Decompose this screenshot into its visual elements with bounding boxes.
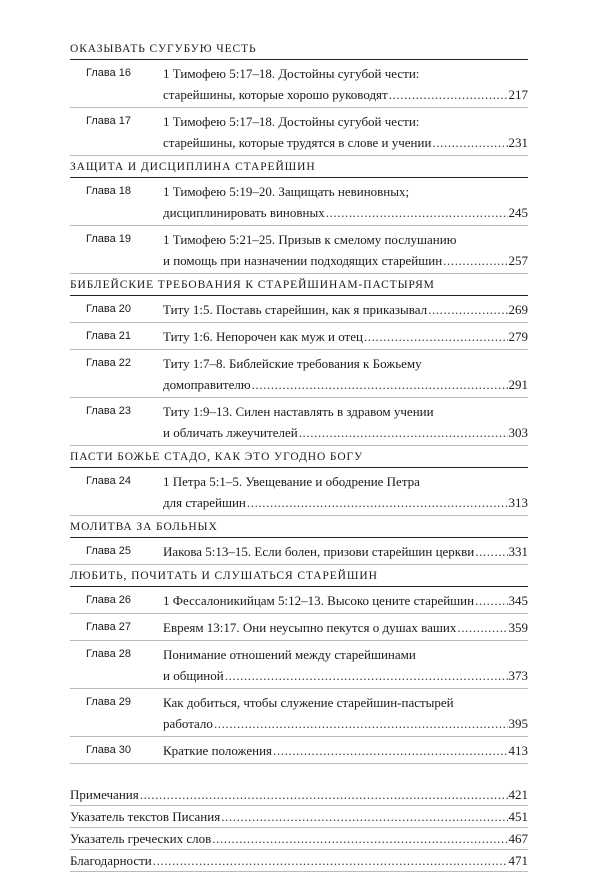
chapter-title: Титу 1:7–8. Библейские требования к Божьему	[163, 356, 422, 371]
chapter-title: старейшины, которые трудятся в слове и учении	[163, 135, 432, 150]
chapter-entry	[70, 350, 528, 398]
page-number: 231	[508, 135, 528, 150]
chapter-label: Глава 25	[86, 545, 132, 557]
chapter-entry	[70, 296, 528, 323]
dot-leader	[443, 250, 507, 271]
dot-leader	[299, 422, 508, 443]
chapter-title: 1 Петра 5:1–5. Увещевание и ободрение Петра	[163, 474, 420, 489]
chapter-line	[163, 492, 528, 513]
dot-leader	[364, 326, 508, 347]
chapter-line	[163, 422, 528, 443]
chapter-line	[163, 541, 528, 562]
chapter-body	[163, 63, 528, 105]
chapter-title: Иакова 5:13–15. Если болен, призови старейшин церкви	[163, 544, 475, 559]
section-heading: ЛЮБИТЬ, ПОЧИТАТЬ И СЛУШАТЬСЯ СТАРЕЙШИН	[70, 567, 528, 587]
chapter-title: Титу 1:9–13. Силен наставлять в здравом учении	[163, 404, 434, 419]
chapter-body	[163, 229, 528, 271]
page-number: 257	[508, 253, 528, 268]
chapter-body	[163, 590, 528, 611]
chapter-line	[163, 590, 528, 611]
chapter-title: Титу 1:5. Поставь старейшин, как я приказывал	[163, 302, 428, 317]
chapter-label: Глава 19	[86, 233, 132, 245]
chapter-label: Глава 28	[86, 648, 132, 660]
chapter-line	[163, 299, 528, 320]
page-number: 373	[508, 668, 528, 683]
page-number: 269	[508, 302, 528, 317]
chapter-entry	[70, 538, 528, 565]
dot-leader	[221, 806, 507, 827]
chapter-entry	[70, 226, 528, 274]
page-number: 421	[508, 787, 528, 802]
dot-leader	[140, 784, 508, 805]
back-matter-line	[70, 806, 528, 827]
chapter-body	[163, 692, 528, 734]
chapter-body	[163, 541, 528, 562]
chapter-entry	[70, 108, 528, 156]
chapter-label: Глава 27	[86, 621, 132, 633]
chapter-body	[163, 326, 528, 347]
chapter-entry	[70, 323, 528, 350]
back-matter-line	[70, 828, 528, 849]
chapter-title: 1 Тимофею 5:17–18. Достойны сугубой чести:	[163, 114, 420, 129]
chapter-title: Титу 1:6. Непорочен как муж и отец	[163, 329, 363, 344]
page-number: 413	[508, 743, 528, 758]
toc-sections	[70, 40, 528, 764]
chapter-title: 1 Тимофею 5:21–25. Призыв к смелому послушанию	[163, 232, 457, 247]
dot-leader	[475, 541, 507, 562]
chapter-body	[163, 181, 528, 223]
chapter-body	[163, 401, 528, 443]
chapter-body	[163, 471, 528, 513]
chapter-label: Глава 16	[86, 67, 132, 79]
chapter-label: Глава 30	[86, 744, 132, 756]
dot-leader	[153, 850, 508, 871]
chapter-line	[163, 740, 528, 761]
back-matter-title: Указатель текстов Писания	[70, 809, 221, 824]
dot-leader	[457, 617, 507, 638]
table-of-contents	[70, 40, 528, 872]
chapter-body	[163, 617, 528, 638]
chapter-body	[163, 353, 528, 395]
chapter-title: работало	[163, 716, 213, 731]
chapter-line	[163, 713, 528, 734]
chapter-entry	[70, 178, 528, 226]
chapter-label: Глава 24	[86, 475, 132, 487]
dot-leader	[225, 665, 508, 686]
chapter-title: Краткие положения	[163, 743, 273, 758]
chapter-body	[163, 111, 528, 153]
back-matter-title: Благодарности	[70, 853, 152, 868]
chapter-label: Глава 22	[86, 357, 132, 369]
chapter-title: домоправителю	[163, 377, 251, 392]
chapter-entry	[70, 60, 528, 108]
chapter-label: Глава 20	[86, 303, 132, 315]
dot-leader	[326, 202, 508, 223]
section-heading: ЗАЩИТА И ДИСЦИПЛИНА СТАРЕЙШИН	[70, 158, 528, 178]
dot-leader	[475, 590, 507, 611]
dot-leader	[428, 299, 507, 320]
page-number: 359	[508, 620, 528, 635]
dot-leader	[252, 374, 508, 395]
back-matter-entry	[70, 828, 528, 850]
chapter-line	[163, 326, 528, 347]
page-number: 313	[508, 495, 528, 510]
chapter-title: Евреям 13:17. Они неусыпно пекутся о душах ваших	[163, 620, 457, 635]
chapter-entry	[70, 641, 528, 689]
chapter-body	[163, 644, 528, 686]
dot-leader	[247, 492, 508, 513]
back-matter	[70, 784, 528, 872]
page-number: 245	[508, 205, 528, 220]
page-number: 395	[508, 716, 528, 731]
chapter-entry	[70, 398, 528, 446]
chapter-label: Глава 21	[86, 330, 132, 342]
page-number: 471	[508, 853, 528, 868]
chapter-entry	[70, 587, 528, 614]
back-matter-line	[70, 850, 528, 871]
chapter-title: дисциплинировать виновных	[163, 205, 325, 220]
chapter-entry	[70, 689, 528, 737]
back-matter-line	[70, 784, 528, 805]
chapter-label: Глава 23	[86, 405, 132, 417]
section-heading: МОЛИТВА ЗА БОЛЬНЫХ	[70, 518, 528, 538]
dot-leader	[214, 713, 508, 734]
back-matter-entry	[70, 806, 528, 828]
dot-leader	[389, 84, 508, 105]
chapter-title: 1 Тимофею 5:17–18. Достойны сугубой чести:	[163, 66, 420, 81]
page-number: 217	[508, 87, 528, 102]
chapter-line	[163, 202, 528, 223]
chapter-title: Понимание отношений между старейшинами	[163, 647, 416, 662]
chapter-line	[163, 665, 528, 686]
chapter-title: 1 Фессалоникийцам 5:12–13. Высоко цените старейшин	[163, 593, 475, 608]
chapter-label: Глава 17	[86, 115, 132, 127]
section-heading: ПАСТИ БОЖЬЕ СТАДО, КАК ЭТО УГОДНО БОГУ	[70, 448, 528, 468]
chapter-line	[163, 617, 528, 638]
dot-leader	[212, 828, 507, 849]
dot-leader	[273, 740, 507, 761]
back-matter-title: Примечания	[70, 787, 139, 802]
section-heading: БИБЛЕЙСКИЕ ТРЕБОВАНИЯ К СТАРЕЙШИНАМ-ПАСТЫРЯМ	[70, 276, 528, 296]
page-number: 331	[508, 544, 528, 559]
chapter-line	[163, 374, 528, 395]
page-number: 451	[508, 809, 528, 824]
chapter-line	[163, 250, 528, 271]
page-number: 345	[508, 593, 528, 608]
page-number: 291	[508, 377, 528, 392]
chapter-entry	[70, 468, 528, 516]
chapter-title: и общиной	[163, 668, 224, 683]
chapter-entry	[70, 737, 528, 764]
chapter-body	[163, 740, 528, 761]
chapter-title: 1 Тимофею 5:19–20. Защищать невиновных;	[163, 184, 410, 199]
chapter-label: Глава 29	[86, 696, 132, 708]
chapter-title: старейшины, которые хорошо руководят	[163, 87, 388, 102]
section-heading: ОКАЗЫВАТЬ СУГУБУЮ ЧЕСТЬ	[70, 40, 528, 60]
dot-leader	[432, 132, 507, 153]
chapter-line	[163, 84, 528, 105]
page-number: 467	[508, 831, 528, 846]
chapter-label: Глава 18	[86, 185, 132, 197]
chapter-entry	[70, 614, 528, 641]
back-matter-entry	[70, 850, 528, 872]
chapter-label: Глава 26	[86, 594, 132, 606]
chapter-title: Как добиться, чтобы служение старейшин-пастырей	[163, 695, 454, 710]
page-number: 303	[508, 425, 528, 440]
chapter-title: для старейшин	[163, 495, 246, 510]
chapter-line	[163, 132, 528, 153]
chapter-title: и помощь при назначении подходящих старейшин	[163, 253, 443, 268]
back-matter-entry	[70, 784, 528, 806]
back-matter-title: Указатель греческих слов	[70, 831, 212, 846]
page-number: 279	[508, 329, 528, 344]
chapter-body	[163, 299, 528, 320]
chapter-title: и обличать лжеучителей	[163, 425, 298, 440]
